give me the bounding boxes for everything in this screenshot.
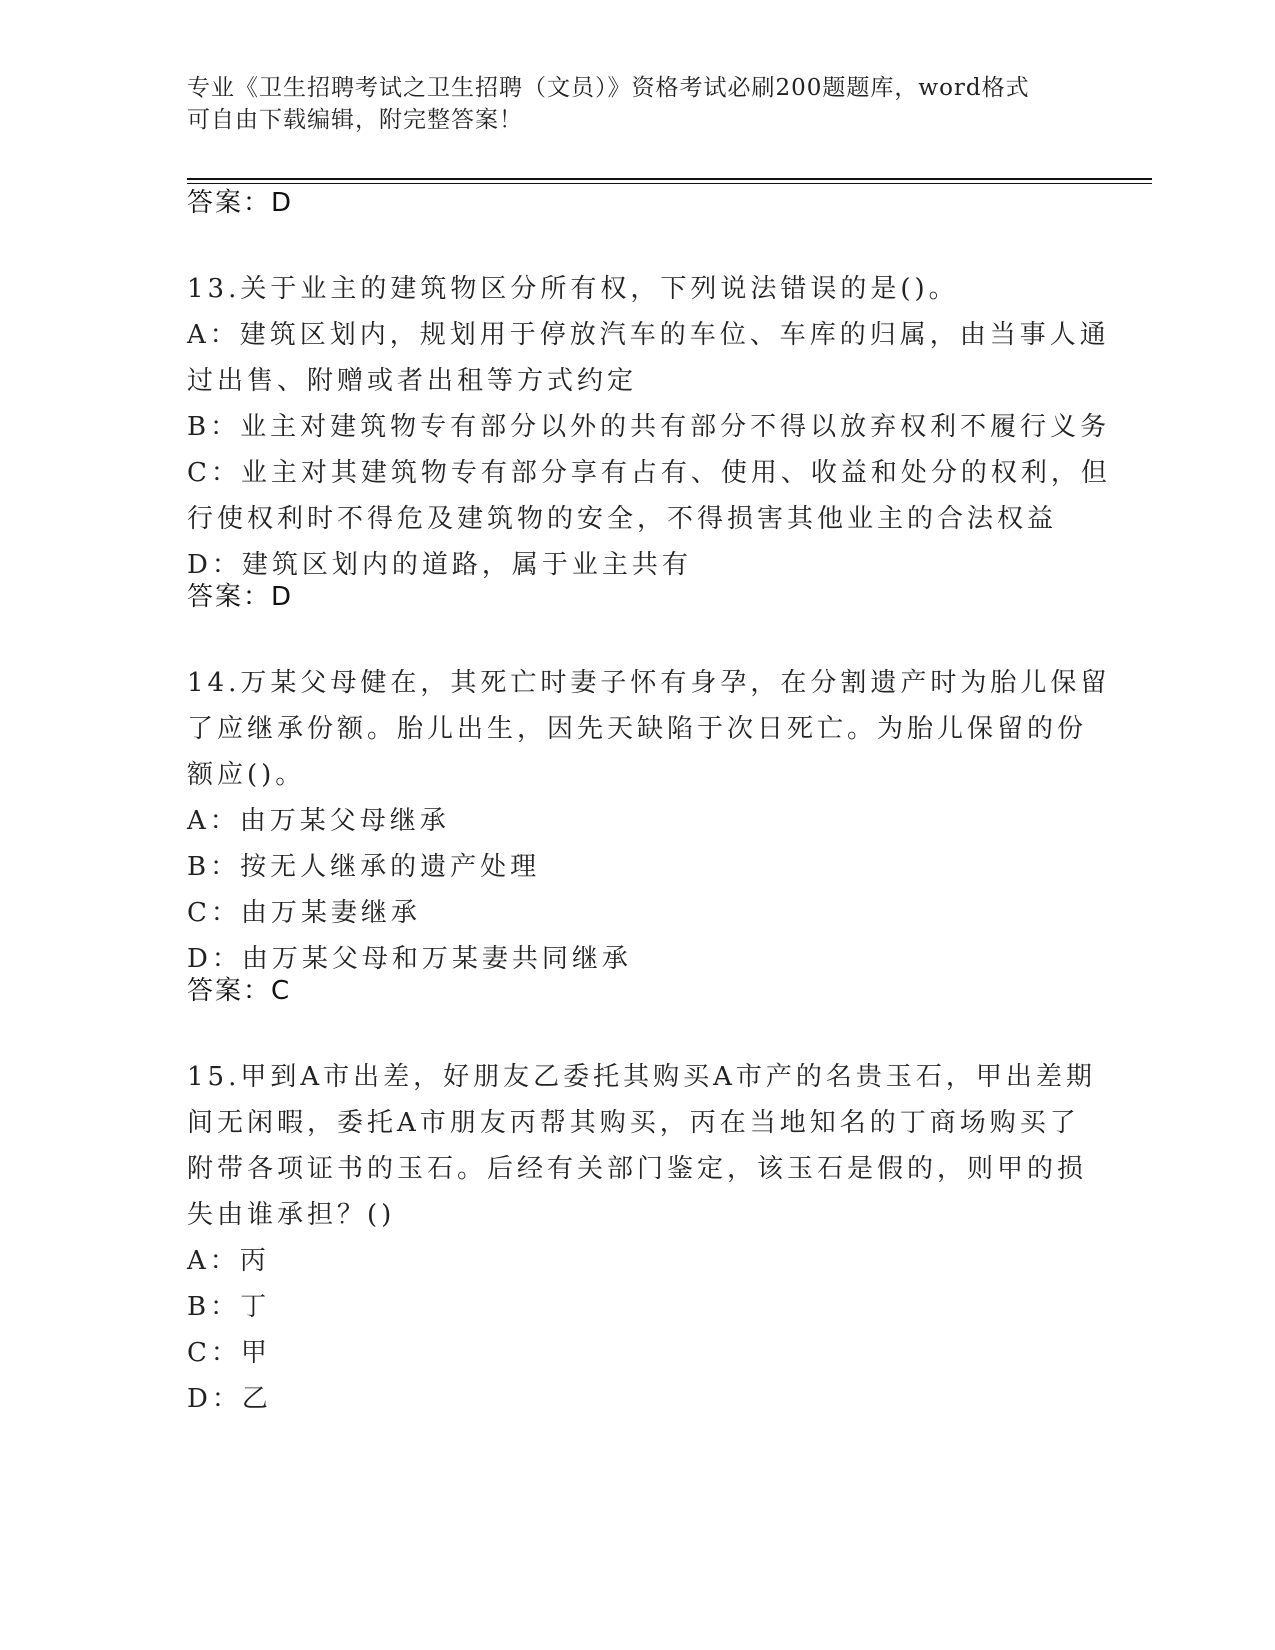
question-13-option-a-cont: 过出售、附赠或者出租等方式约定 [187,366,638,396]
question-15-stem-cont-3: 失由谁承担？() [187,1200,396,1230]
question-14-option-a: A：由万某父母继承 [187,806,450,836]
question-15-option-b: B：丁 [187,1292,271,1322]
document-header [187,72,1087,136]
header-rule-thick [187,178,1152,180]
answer-q14: 答案：C [187,976,292,1006]
question-13-option-d: D：建筑区划内的道路，属于业主共有 [187,550,692,580]
question-15-option-c: C：甲 [187,1338,271,1368]
question-13 [187,266,1111,588]
question-13-option-a: A：建筑区划内，规划用于停放汽车的车位、车库的归属，由当事人通 [187,320,1110,350]
question-14-option-b: B：按无人继承的遗产处理 [187,852,541,882]
question-15-stem-cont-2: 附带各项证书的玉石。后经有关部门鉴定，该玉石是假的，则甲的损 [187,1154,1088,1184]
question-14-stem-cont-2: 额应()。 [187,760,306,790]
question-14 [187,660,1111,982]
answer-q12: 答案：D [187,188,294,218]
question-15-stem-cont-1: 间无闲暇，委托A市朋友丙帮其购买，丙在当地知名的丁商场购买了 [187,1108,1080,1138]
header-line-2: 可自由下载编辑，附完整答案！ [187,107,523,133]
header-line-1: 专业《卫生招聘考试之卫生招聘（文员）》资格考试必刷200题题库，word格式 [187,75,1030,101]
question-14-option-c: C：由万某妻继承 [187,898,421,928]
question-13-stem: 13.关于业主的建筑物区分所有权，下列说法错误的是()。 [187,274,959,304]
header-rule-thin [187,183,1152,184]
question-14-stem-cont-1: 了应继承份额。胎儿出生，因先天缺陷于次日死亡。为胎儿保留的份 [187,714,1088,744]
question-13-option-b: B：业主对建筑物专有部分以外的共有部分不得以放弃权利不履行义务 [187,412,1111,442]
question-14-stem: 14.万某父母健在，其死亡时妻子怀有身孕，在分割遗产时为胎儿保留 [187,668,1111,698]
answer-q13: 答案：D [187,582,294,612]
question-15-stem: 15.甲到A市出差，好朋友乙委托其购买A市产的名贵玉石，甲出差期 [187,1062,1096,1092]
question-14-option-d: D：由万某父母和万某妻共同继承 [187,944,632,974]
question-15 [187,1054,1096,1422]
question-15-option-a: A：丙 [187,1246,270,1276]
question-13-option-c: C：业主对其建筑物专有部分享有占有、使用、收益和处分的权利，但 [187,458,1111,488]
question-15-option-d: D：乙 [187,1384,272,1414]
question-13-option-c-cont: 行使权利时不得危及建筑物的安全，不得损害其他业主的合法权益 [187,504,1058,534]
